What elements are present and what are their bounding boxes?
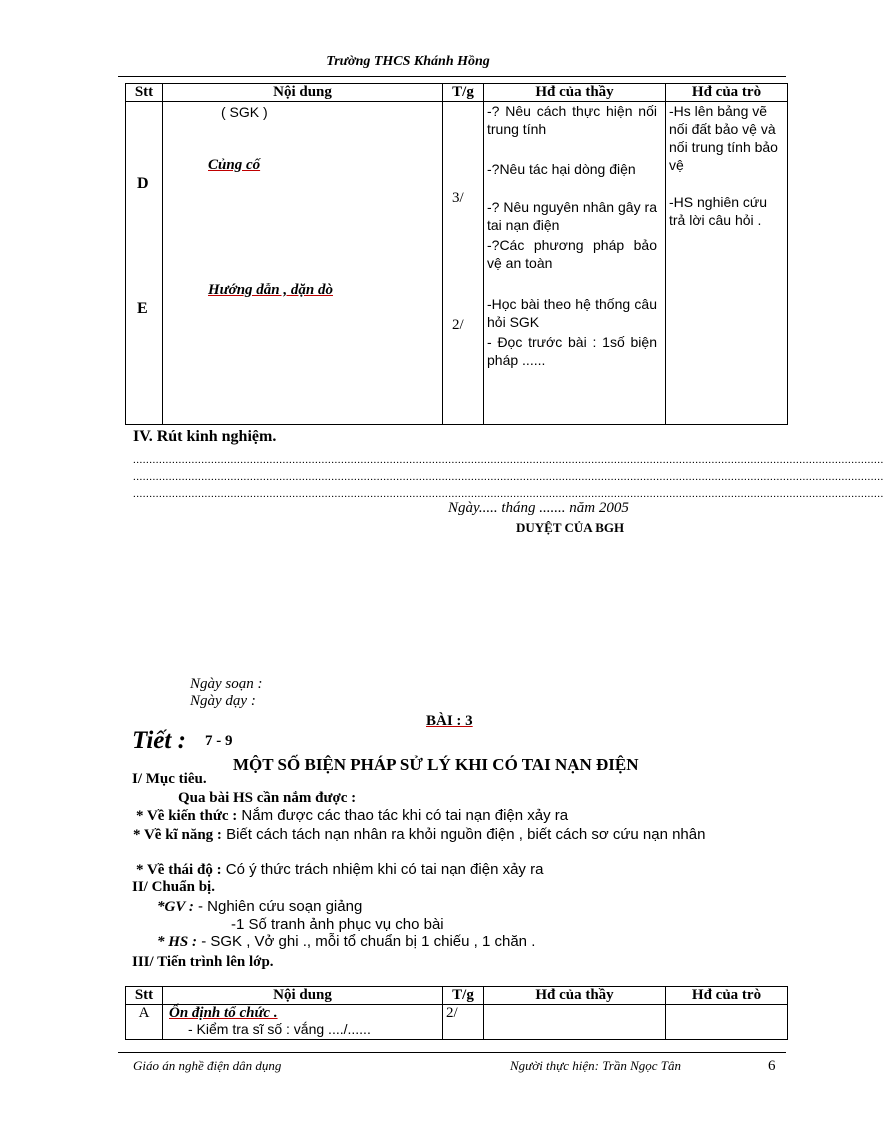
footer-left: Giáo án nghề điện dân dụng xyxy=(133,1058,282,1073)
footer-author: Người thực hiện: Trần Ngọc Tân xyxy=(510,1058,681,1073)
table-header-row xyxy=(126,987,788,1005)
signature-date: Ngày..... tháng ....... năm 2005 xyxy=(448,500,629,516)
objective-attitude-label: * Về thái độ : xyxy=(136,862,222,878)
teacher-question-4: -?Các phương pháp bảo vệ an toàn xyxy=(487,237,657,271)
teacher-homework-1: -Học bài theo hệ thống câu hỏi SGK xyxy=(487,296,657,330)
content-huong-dan: Hướng dẫn , dặn dò xyxy=(208,282,333,298)
section-muc-tieu: I/ Mục tiêu. xyxy=(132,771,207,787)
lesson-title: MỘT SỐ BIỆN PHÁP SỬ LÝ KHI CÓ TAI NẠN ĐIỆN xyxy=(233,755,639,774)
section-rut-kinh-nghiem: IV. Rút kinh nghiệm. xyxy=(133,428,277,445)
prep-student-label: * HS : xyxy=(157,934,198,950)
time-cung-co: 3/ xyxy=(452,190,464,206)
time-huong-dan: 2/ xyxy=(452,317,464,333)
header-rule xyxy=(118,76,786,77)
objective-attitude xyxy=(136,861,779,879)
col-header-teacher: Hđ của thầy xyxy=(484,987,666,1005)
student-activity-cell xyxy=(666,1005,788,1040)
tiet-number: 7 - 9 xyxy=(205,733,233,749)
lesson-number: BÀI : 3 xyxy=(426,713,473,729)
prep-student xyxy=(157,933,535,951)
teacher-homework-2: - Đọc trước bài : 1số biện pháp ...... xyxy=(487,334,657,368)
prep-teacher-text-1: - Nghiên cứu soạn giảng xyxy=(197,898,363,915)
content-on-dinh: Ổn định tổ chức . xyxy=(169,1005,278,1021)
ngay-soan: Ngày soạn : xyxy=(190,676,263,692)
objective-skill-text: Biết cách tách nạn nhân ra khỏi nguồn điện , biết cách sơ cứu nạn nhân xyxy=(226,826,706,843)
row-label-e: E xyxy=(137,300,148,317)
col-header-stt: Stt xyxy=(126,987,163,1005)
col-header-teacher: Hđ của thầy xyxy=(484,84,666,102)
col-header-content: Nội dung xyxy=(163,84,443,102)
ngay-day: Ngày dạy : xyxy=(190,693,256,709)
col-header-student: Hđ của trò xyxy=(666,84,788,102)
teacher-question-1: -? Nêu cách thực hiện nối trung tính xyxy=(487,103,657,137)
activity-table-2 xyxy=(125,986,788,1040)
teacher-question-2: -?Nêu tác hại dòng điện xyxy=(487,161,636,177)
signature-approval: DUYỆT CỦA BGH xyxy=(516,520,625,535)
objective-skill xyxy=(133,826,779,844)
student-activity-2: -HS nghiên cứu trả lời câu hỏi . xyxy=(669,194,768,228)
prep-teacher-text-2: -1 Số tranh ảnh phục vụ cho bài xyxy=(231,916,444,933)
school-header: Trường THCS Khánh Hồng xyxy=(326,54,490,69)
content-kiem-tra: - Kiểm tra sĩ số : vắng ..../...... xyxy=(188,1021,371,1037)
objective-skill-label: * Về kĩ năng : xyxy=(133,827,222,843)
footer-rule xyxy=(118,1052,786,1053)
objective-attitude-text: Có ý thức trách nhiệm khi có tai nạn điện xảy ra xyxy=(225,861,544,878)
col-header-time: T/g xyxy=(443,84,484,102)
prep-teacher-label: *GV : xyxy=(157,899,194,915)
prep-teacher-1 xyxy=(157,898,362,916)
dotted-line-3: ....................................................................................................................................................................................................................................... xyxy=(133,488,884,500)
col-header-stt: Stt xyxy=(126,84,163,102)
student-activity-1: -Hs lên bảng vẽ nối đất bảo vệ và nối trung tính bảo vệ xyxy=(669,103,778,173)
table-row xyxy=(126,102,788,425)
activity-table-1 xyxy=(125,83,788,425)
col-header-time: T/g xyxy=(443,987,484,1005)
objective-intro: Qua bài HS cần nắm được : xyxy=(178,790,357,806)
tiet-label: Tiết : xyxy=(132,727,186,754)
section-tien-trinh: III/ Tiến trình lên lớp. xyxy=(132,954,274,970)
objective-knowledge-label: * Về kiến thức : xyxy=(136,808,238,824)
content-cung-co: Củng cố xyxy=(208,157,261,173)
dotted-line-1: ....................................................................................................................................................................................................................................... xyxy=(133,454,884,466)
time-on-dinh: 2/ xyxy=(443,1005,484,1040)
teacher-activity-cell xyxy=(484,1005,666,1040)
table-header-row xyxy=(126,84,788,102)
row-label-d: D xyxy=(137,175,149,192)
dotted-line-2: ....................................................................................................................................................................................................................................... xyxy=(133,471,884,483)
teacher-question-3: -? Nêu nguyên nhân gây ra tai nạn điện xyxy=(487,199,657,233)
col-header-content: Nội dung xyxy=(163,987,443,1005)
objective-knowledge-text: Nắm được các thao tác khi có tai nạn điện xảy ra xyxy=(241,807,569,824)
row-label-a: A xyxy=(126,1005,163,1040)
content-sgk: ( SGK ) xyxy=(221,104,268,120)
table-row xyxy=(126,1005,788,1040)
col-header-student: Hđ của trò xyxy=(666,987,788,1005)
prep-student-text: - SGK , Vở ghi ., mỗi tổ chuẩn bị 1 chiếu , 1 chăn . xyxy=(201,933,536,950)
page-number: 6 xyxy=(768,1058,776,1074)
section-chuan-bi: II/ Chuẩn bị. xyxy=(132,879,215,895)
objective-knowledge xyxy=(136,807,779,825)
